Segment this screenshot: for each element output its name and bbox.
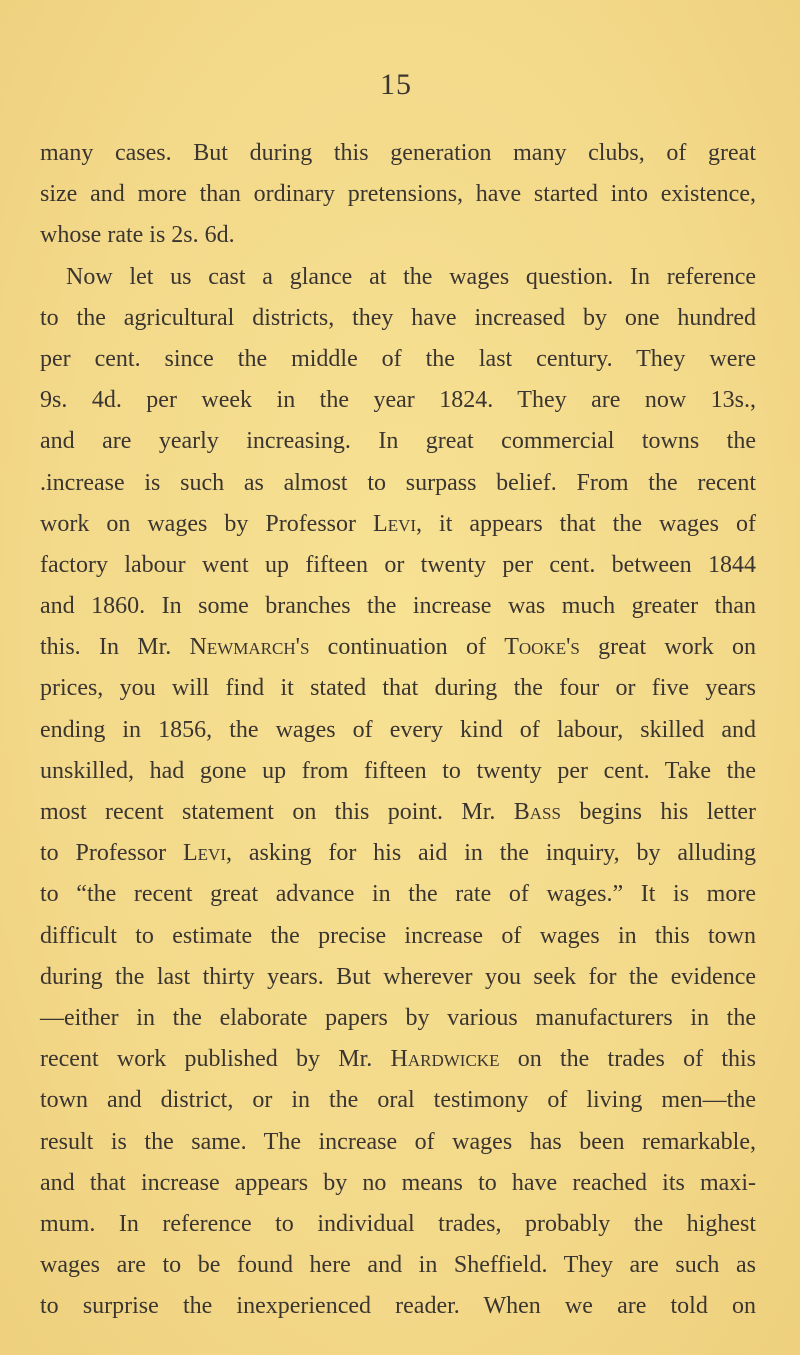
text-line: to Professor Levi, asking for his aid in the inquiry, by alluding	[40, 840, 756, 867]
text-line: town and district, or in the oral testimony of living men—the	[40, 1087, 756, 1114]
body-text	[40, 133, 756, 1327]
text-line: wages are to be found here and in Sheffield. They are such as	[40, 1252, 756, 1279]
page-number: 15	[380, 68, 412, 101]
author-name: Levi	[183, 840, 226, 867]
text-line: 9s. 4d. per week in the year 1824. They are now 13s.,	[40, 387, 756, 414]
text-line: and 1860. In some branches the increase was much greater than	[40, 593, 756, 620]
text-line: difficult to estimate the precise increase of wages in this town	[40, 922, 756, 949]
text-line: mum. In reference to individual trades, probably the highest	[40, 1210, 756, 1237]
author-name: Levi	[373, 510, 417, 537]
paragraph-start-line: Now let us cast a glance at the wages question. In reference	[66, 263, 756, 290]
text-line: factory labour went up fifteen or twenty per cent. between 1844	[40, 551, 756, 578]
text-line: to surprise the inexperienced reader. When we are told on	[40, 1293, 756, 1320]
text-line: and are yearly increasing. In great commercial towns the	[40, 428, 756, 455]
text-line: recent work published by Mr. Hardwicke on the trades of this	[40, 1046, 757, 1073]
text-line: to “the recent great advance in the rate of wages.” It is more	[40, 881, 756, 908]
text-line: most recent statement on this point. Mr. Bass begins his letter	[40, 799, 757, 825]
author-name: Bass	[513, 799, 561, 825]
text-line: ending in 1856, the wages of every kind of labour, skilled and	[40, 716, 756, 743]
text-line: —either in the elaborate papers by various manufacturers in the	[40, 1004, 756, 1031]
text-line: during the last thirty years. But wherever you seek for the evidence	[40, 963, 756, 990]
text-line: per cent. since the middle of the last century. They were	[40, 345, 756, 372]
author-name: Hardwicke	[390, 1046, 500, 1073]
text-line: to the agricultural districts, they have increased by one hundred	[40, 304, 756, 331]
text-line: result is the same. The increase of wages has been remarkable,	[40, 1128, 756, 1155]
author-name: Newmarch's	[189, 634, 310, 661]
text-line: unskilled, had gone up from fifteen to twenty per cent. Take the	[40, 757, 756, 784]
text-line: work on wages by Professor Levi, it appears that the wages of	[40, 510, 756, 537]
author-name: Tooke's	[504, 634, 580, 661]
text-line: prices, you will find it stated that during the four or five years	[40, 675, 756, 702]
text-line: whose rate is 2s. 6d.	[40, 222, 235, 249]
text-line: size and more than ordinary pretensions, have started into existence,	[40, 181, 756, 208]
text-line: and that increase appears by no means to have reached its maxi-	[40, 1169, 756, 1196]
text-line: .increase is such as almost to surpass belief. From the recent	[40, 469, 756, 496]
text-line: many cases. But during this generation many clubs, of great	[40, 140, 756, 166]
text-line: this. In Mr. Newmarch's continuation of Tooke's great work on	[40, 634, 756, 661]
